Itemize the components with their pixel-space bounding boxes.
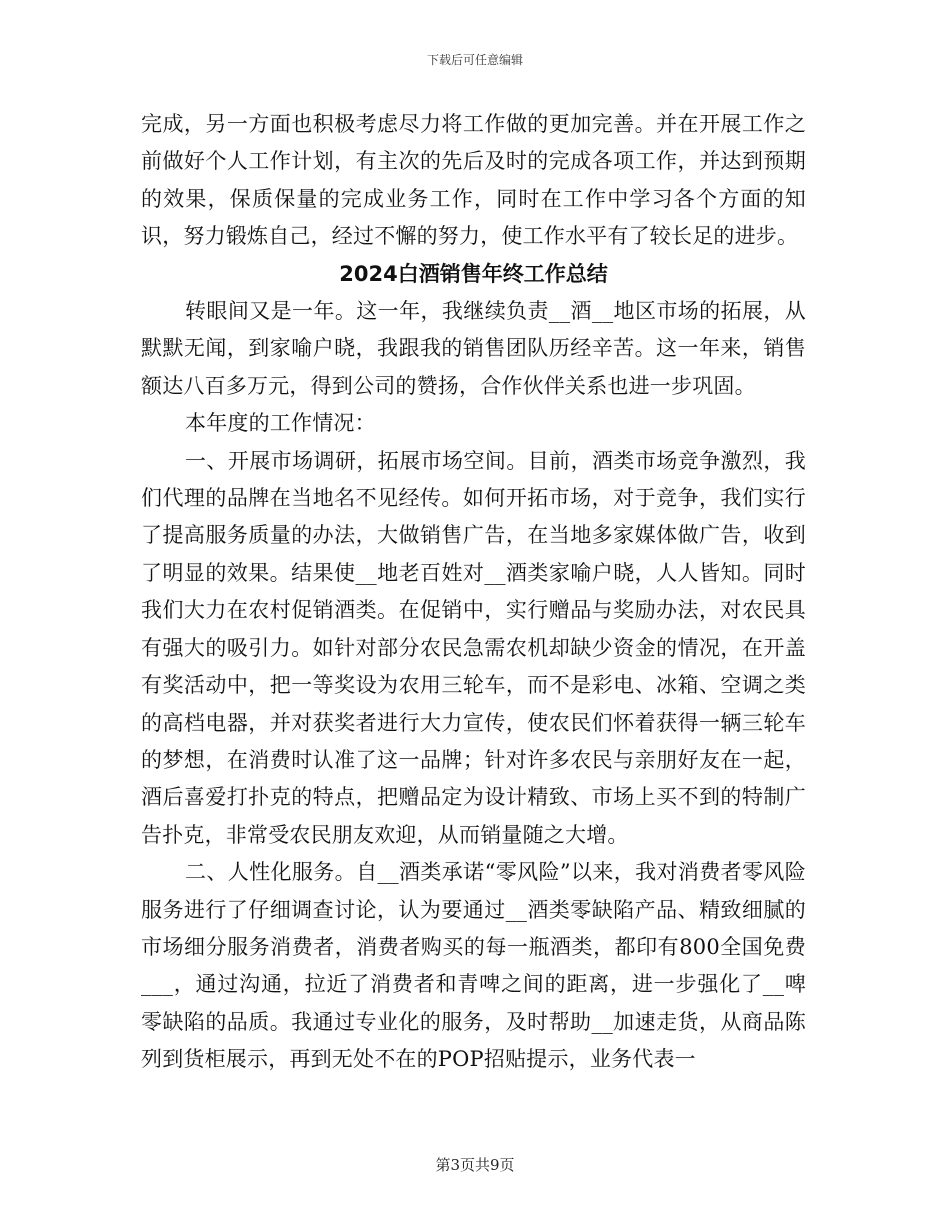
document-title: 2024白酒销售年终工作总结 bbox=[339, 261, 608, 286]
continued-paragraph: 完成，另一方面也积极考虑尽力将工作做的更加完善。并在开展工作之前做好个人工作计划，有主次的先后及时的完成各项工作，并达到预期的效果，保质保量的完成业务工作，同时在工作中学习各个方面的知识，努力锻炼自己，经过不懈的努力，使工作水平有了较长足的进步。 bbox=[141, 112, 806, 249]
paragraph-work-overview: 本年度的工作情况： bbox=[185, 411, 376, 436]
page-header: 下载后可任意编辑 bbox=[426, 53, 523, 67]
page-number: 第3页共9页 bbox=[435, 1156, 515, 1174]
paragraph-intro: 转眼间又是一年。这一年，我继续负责__酒__地区市场的拓展，从默默无闻，到家喻户晓，我跟我的销售团队历经辛苦。这一年来，销售额达八百多万元，得到公司的赞扬，合作伙伴关系也进一步巩固。 bbox=[141, 299, 806, 398]
document-body bbox=[141, 106, 806, 1079]
paragraph-market-research: 一、开展市场调研，拓展市场空间。目前，酒类市场竞争激烈，我们代理的品牌在当地名不见经传。如何开拓市场，对于竞争，我们实行了提高服务质量的办法，大做销售广告，在当地多家媒体做广告，收到了明显的效果。结果使__地老百姓对__酒类家喻户晓，人人皆知。同时我们大力在农村促销酒类。在促销中，实行赠品与奖励办法，对农民具有强大的吸引力。如针对部分农民急需农机却缺少资金的情况，在开盖有奖活动中，把一等奖设为农用三轮车，而不是彩电、冰箱、空调之类的高档电器，并对获奖者进行大力宣传，使农民们怀着获得一辆三轮车的梦想，在消费时认准了这一品牌；针对许多农民与亲朋好友在一起，酒后喜爱打扑克的特点，把赠品定为设计精致、市场上买不到的特制广告扑克，非常受农民朋友欢迎，从而销量随之大增。 bbox=[141, 448, 806, 847]
paragraph-humanized-service: 二、人性化服务。自__酒类承诺“零风险”以来，我对消费者零风险服务进行了仔细调查讨论，认为要通过__酒类零缺陷产品、精致细腻的市场细分服务消费者，消费者购买的每一瓶酒类，都印有800全国免费___，通过沟通，拉近了消费者和青啤之间的距离，进一步强化了__啤零缺陷的品质。我通过专业化的服务，及时帮助__加速走货，从商品陈列到货柜展示，再到无处不在的POP招贴提示，业务代表一 bbox=[141, 860, 806, 1072]
